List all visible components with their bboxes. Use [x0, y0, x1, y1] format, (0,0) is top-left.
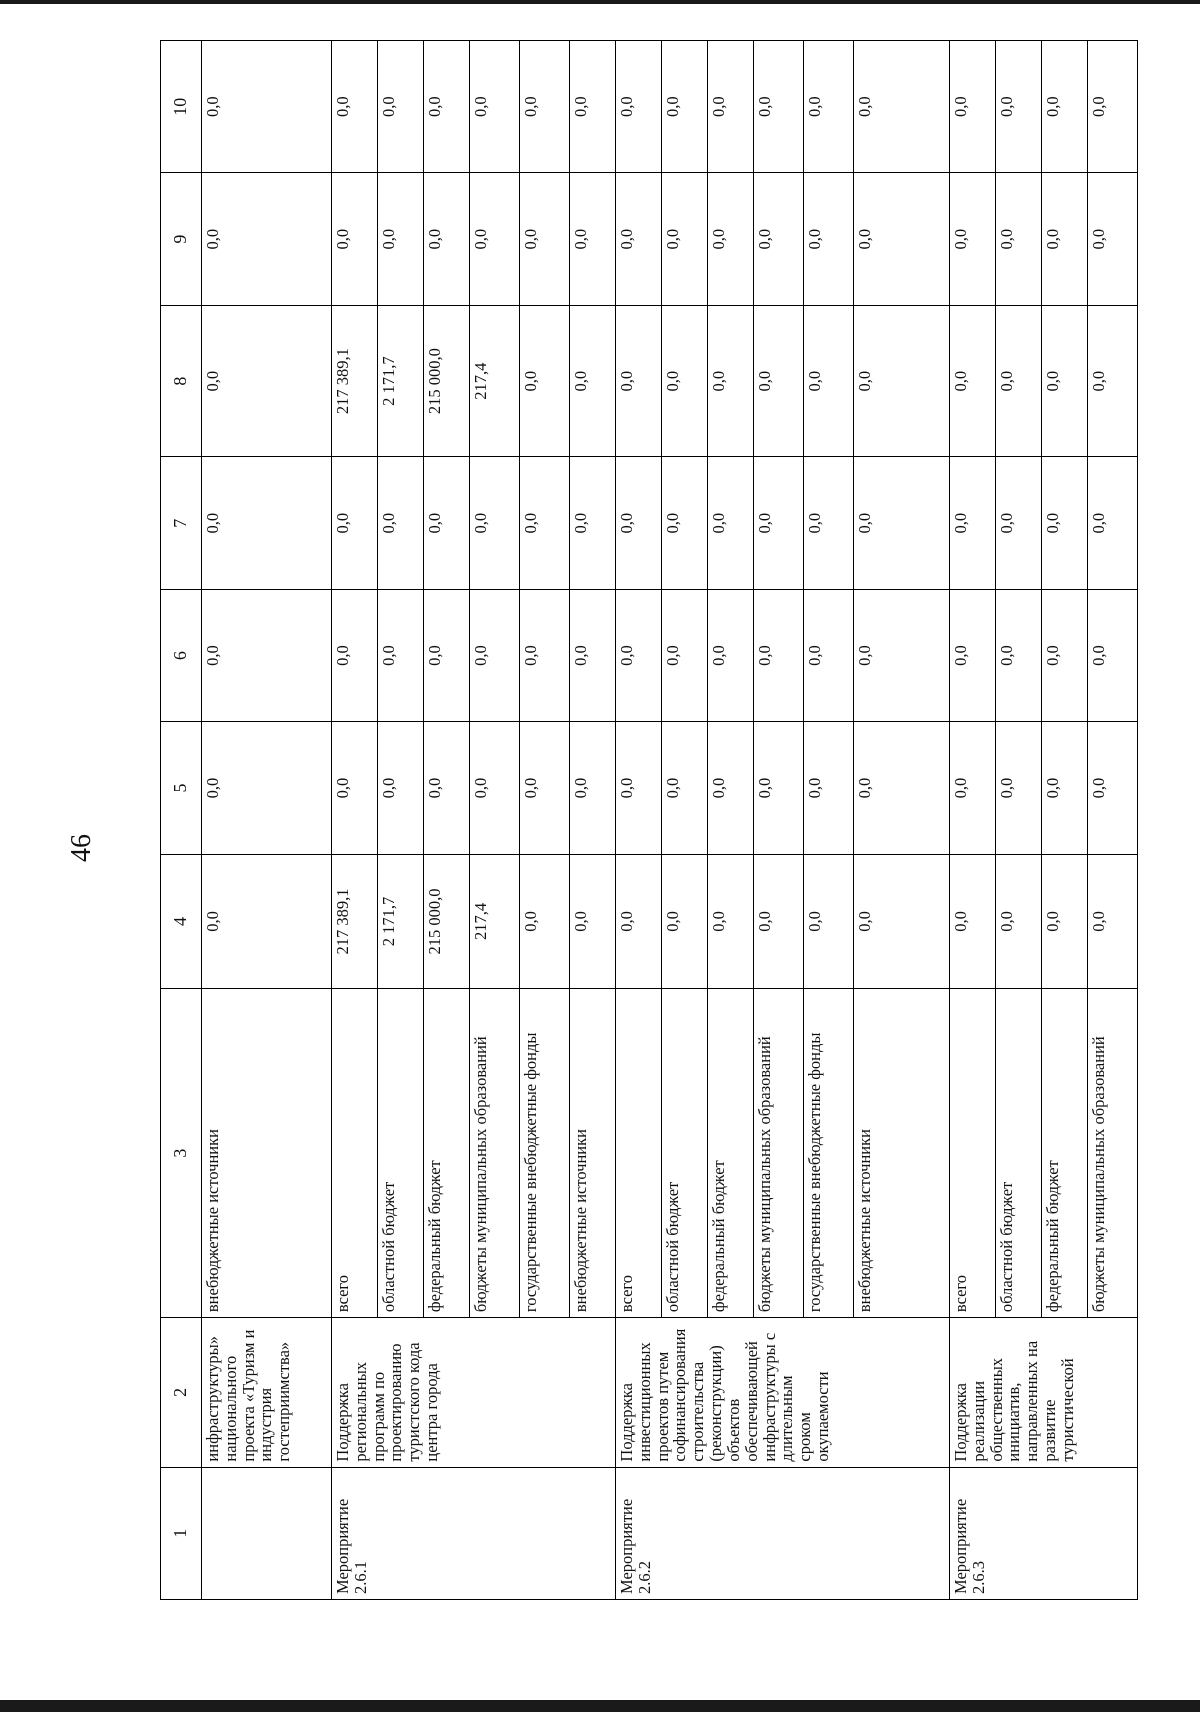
value-cell: 0,0: [754, 722, 804, 854]
value-cell: 0,0: [854, 457, 950, 589]
value-cell: 0,0: [1042, 589, 1088, 721]
value-cell: 0,0: [854, 305, 950, 457]
value-cell: 0,0: [804, 589, 854, 721]
value-cell: 0,0: [996, 589, 1042, 721]
value-cell: 0,0: [424, 722, 470, 854]
value-cell: 0,0: [854, 854, 950, 989]
value-cell: 0,0: [804, 854, 854, 989]
value-cell: 0,0: [1088, 173, 1138, 305]
value-cell: 0,0: [616, 457, 662, 589]
activity-code-cell: Мероприятие 2.6.1: [332, 1467, 616, 1599]
value-cell: 0,0: [708, 457, 754, 589]
value-cell: 0,0: [378, 589, 424, 721]
funding-source-cell: государственные внебюджетные фонды: [804, 989, 854, 1318]
value-cell: 0,0: [854, 722, 950, 854]
value-cell: 0,0: [202, 305, 332, 457]
value-cell: 0,0: [804, 722, 854, 854]
value-cell: 0,0: [950, 722, 996, 854]
value-cell: 0,0: [424, 589, 470, 721]
value-cell: 2 171,7: [378, 305, 424, 457]
value-cell: 0,0: [662, 589, 708, 721]
value-cell: 0,0: [996, 173, 1042, 305]
value-cell: 0,0: [520, 173, 570, 305]
value-cell: 0,0: [520, 722, 570, 854]
value-cell: 0,0: [854, 589, 950, 721]
value-cell: 0,0: [520, 41, 570, 173]
header-cell: 9: [161, 173, 202, 305]
funding-source-cell: областной бюджет: [378, 989, 424, 1318]
funding-source-cell: бюджеты муниципальных образований: [1088, 989, 1138, 1318]
activity-name-cell: Поддержка реализации общественных инициатив, направленных на развитие туристической: [950, 1318, 1138, 1467]
funding-source-cell: бюджеты муниципальных образований: [470, 989, 520, 1318]
value-cell: 0,0: [1042, 457, 1088, 589]
funding-source-cell: областной бюджет: [662, 989, 708, 1318]
value-cell: 0,0: [470, 173, 520, 305]
value-cell: 215 000,0: [424, 854, 470, 989]
value-cell: 0,0: [950, 854, 996, 989]
value-cell: 0,0: [470, 457, 520, 589]
value-cell: 217,4: [470, 305, 520, 457]
value-cell: 0,0: [570, 589, 616, 721]
value-cell: 0,0: [754, 173, 804, 305]
value-cell: 0,0: [754, 41, 804, 173]
activity-name-cell: Поддержка инвестиционных проектов путем софинансирования строительства (реконструкции) объектов обеспечивающей инфраструктуры с длительным сроком окупаемости: [616, 1318, 950, 1467]
value-cell: 0,0: [854, 41, 950, 173]
value-cell: 0,0: [470, 41, 520, 173]
value-cell: 0,0: [754, 589, 804, 721]
activity-name-cell: инфраструктуры» национального проекта «Туризм и индустрия гостеприимства»: [202, 1318, 332, 1467]
value-cell: 0,0: [996, 854, 1042, 989]
header-cell: 8: [161, 305, 202, 457]
header-cell: 5: [161, 722, 202, 854]
funding-source-cell: всего: [332, 989, 378, 1318]
value-cell: 0,0: [754, 305, 804, 457]
value-cell: 0,0: [378, 173, 424, 305]
value-cell: 0,0: [754, 854, 804, 989]
value-cell: 0,0: [570, 854, 616, 989]
value-cell: 0,0: [570, 457, 616, 589]
value-cell: 0,0: [332, 173, 378, 305]
funding-source-cell: внебюджетные источники: [854, 989, 950, 1318]
funding-source-cell: бюджеты муниципальных образований: [754, 989, 804, 1318]
value-cell: 0,0: [1088, 41, 1138, 173]
header-cell: 2: [161, 1318, 202, 1467]
value-cell: 0,0: [1042, 41, 1088, 173]
value-cell: 0,0: [616, 173, 662, 305]
funding-source-cell: государственные внебюджетные фонды: [520, 989, 570, 1318]
value-cell: 0,0: [1088, 457, 1138, 589]
scan-border-top: [0, 0, 1200, 4]
value-cell: 217,4: [470, 854, 520, 989]
value-cell: 0,0: [1088, 722, 1138, 854]
table-row: [950, 41, 996, 1600]
header-cell: 10: [161, 41, 202, 173]
activity-name-cell: Поддержка региональных программ по проектированию туристского кода центра города: [332, 1318, 616, 1467]
value-cell: 0,0: [332, 589, 378, 721]
value-cell: 0,0: [202, 41, 332, 173]
value-cell: 0,0: [708, 173, 754, 305]
funding-source-cell: всего: [950, 989, 996, 1318]
value-cell: 0,0: [202, 173, 332, 305]
value-cell: 0,0: [378, 457, 424, 589]
value-cell: 0,0: [1042, 305, 1088, 457]
value-cell: 0,0: [950, 41, 996, 173]
table-row: [332, 41, 378, 1600]
table-row: [202, 41, 332, 1600]
scan-border-bottom: [0, 1700, 1200, 1712]
value-cell: 0,0: [708, 854, 754, 989]
value-cell: 0,0: [520, 589, 570, 721]
value-cell: 215 000,0: [424, 305, 470, 457]
value-cell: 0,0: [332, 457, 378, 589]
value-cell: 0,0: [570, 722, 616, 854]
value-cell: 0,0: [708, 305, 754, 457]
value-cell: 0,0: [470, 589, 520, 721]
value-cell: 0,0: [950, 457, 996, 589]
activity-code-cell: [202, 1467, 332, 1599]
value-cell: 0,0: [708, 589, 754, 721]
value-cell: 0,0: [616, 305, 662, 457]
value-cell: 0,0: [996, 305, 1042, 457]
value-cell: 0,0: [202, 457, 332, 589]
funding-source-cell: всего: [616, 989, 662, 1318]
value-cell: 0,0: [1042, 173, 1088, 305]
value-cell: 0,0: [754, 457, 804, 589]
value-cell: 0,0: [424, 41, 470, 173]
value-cell: 0,0: [1042, 722, 1088, 854]
funding-source-cell: внебюджетные источники: [570, 989, 616, 1318]
header-cell: 4: [161, 854, 202, 989]
value-cell: 0,0: [662, 854, 708, 989]
value-cell: 0,0: [662, 457, 708, 589]
value-cell: 0,0: [520, 854, 570, 989]
value-cell: 0,0: [708, 41, 754, 173]
value-cell: 0,0: [570, 305, 616, 457]
value-cell: 0,0: [570, 173, 616, 305]
value-cell: 0,0: [520, 457, 570, 589]
value-cell: 0,0: [616, 854, 662, 989]
value-cell: 0,0: [950, 173, 996, 305]
value-cell: 0,0: [804, 305, 854, 457]
value-cell: 0,0: [662, 722, 708, 854]
value-cell: 217 389,1: [332, 854, 378, 989]
value-cell: 0,0: [470, 722, 520, 854]
header-cell: 1: [161, 1467, 202, 1599]
value-cell: 0,0: [804, 173, 854, 305]
value-cell: 0,0: [1088, 589, 1138, 721]
value-cell: 2 171,7: [378, 854, 424, 989]
funding-source-cell: внебюджетные источники: [202, 989, 332, 1318]
activity-code-cell: Мероприятие 2.6.2: [616, 1467, 950, 1599]
value-cell: 0,0: [854, 173, 950, 305]
value-cell: 0,0: [202, 589, 332, 721]
value-cell: 0,0: [708, 722, 754, 854]
value-cell: 0,0: [616, 41, 662, 173]
header-row: [161, 41, 202, 1600]
funding-source-cell: областной бюджет: [996, 989, 1042, 1318]
activity-code-cell: Мероприятие 2.6.3: [950, 1467, 1138, 1599]
value-cell: 0,0: [424, 457, 470, 589]
value-cell: 0,0: [332, 41, 378, 173]
value-cell: 217 389,1: [332, 305, 378, 457]
value-cell: 0,0: [662, 305, 708, 457]
value-cell: 0,0: [616, 722, 662, 854]
funding-source-cell: федеральный бюджет: [708, 989, 754, 1318]
value-cell: 0,0: [950, 305, 996, 457]
header-cell: 7: [161, 457, 202, 589]
value-cell: 0,0: [1088, 305, 1138, 457]
value-cell: 0,0: [1088, 854, 1138, 989]
value-cell: 0,0: [996, 722, 1042, 854]
budget-table: [160, 40, 1138, 1600]
value-cell: 0,0: [950, 589, 996, 721]
value-cell: 0,0: [996, 41, 1042, 173]
value-cell: 0,0: [1042, 854, 1088, 989]
value-cell: 0,0: [804, 457, 854, 589]
value-cell: 0,0: [570, 41, 616, 173]
value-cell: 0,0: [332, 722, 378, 854]
value-cell: 0,0: [378, 722, 424, 854]
table-row: [616, 41, 662, 1600]
rotated-table-container: [160, 40, 1108, 1600]
value-cell: 0,0: [662, 41, 708, 173]
value-cell: 0,0: [804, 41, 854, 173]
value-cell: 0,0: [202, 722, 332, 854]
value-cell: 0,0: [616, 589, 662, 721]
value-cell: 0,0: [662, 173, 708, 305]
header-cell: 3: [161, 989, 202, 1318]
value-cell: 0,0: [996, 457, 1042, 589]
page-number: 46: [66, 834, 97, 862]
funding-source-cell: федеральный бюджет: [1042, 989, 1088, 1318]
funding-source-cell: федеральный бюджет: [424, 989, 470, 1318]
value-cell: 0,0: [520, 305, 570, 457]
value-cell: 0,0: [202, 854, 332, 989]
value-cell: 0,0: [424, 173, 470, 305]
header-cell: 6: [161, 589, 202, 721]
value-cell: 0,0: [378, 41, 424, 173]
